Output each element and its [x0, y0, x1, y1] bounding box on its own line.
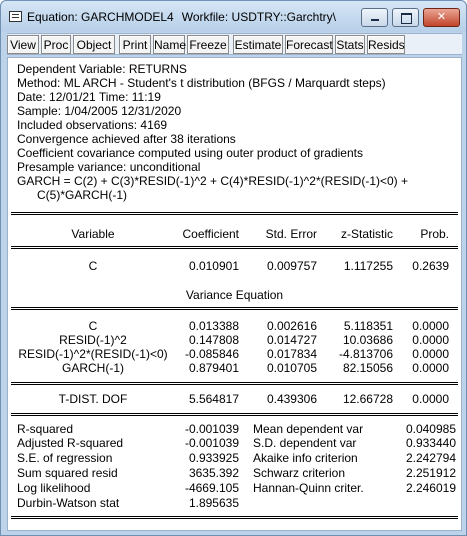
- column-std-error: Std. Error: [265, 227, 317, 241]
- row-prob: 0.0000: [412, 347, 449, 361]
- window-menu-icon[interactable]: [9, 11, 22, 22]
- close-button[interactable]: [423, 8, 460, 27]
- estimate-button[interactable]: Estimate: [233, 35, 283, 54]
- row-std-error: 0.002616: [266, 319, 317, 333]
- row-prob: 0.0000: [412, 392, 449, 406]
- row-coefficient: 0.879401: [188, 361, 239, 375]
- stat-label: S.D. dependent var: [253, 436, 357, 450]
- stat-value: 0.933440: [405, 436, 456, 450]
- stat-value: 2.242794: [405, 451, 456, 465]
- row-variable: GARCH(-1): [62, 361, 124, 375]
- sample-line: Sample: 1/04/2005 12/31/2020: [17, 104, 182, 118]
- stat-label: Durbin-Watson stat: [17, 496, 120, 510]
- workfile-name: Workfile: USDTRY::Garchtry\: [181, 10, 336, 24]
- stat-value: 2.251912: [405, 466, 456, 480]
- column-variable: Variable: [71, 227, 115, 241]
- row-prob: 0.0000: [412, 361, 449, 375]
- convergence-line: Convergence achieved after 38 iterations: [17, 132, 236, 146]
- stat-value: 1.895635: [188, 496, 239, 510]
- proc-button[interactable]: Proc: [41, 35, 71, 54]
- print-button[interactable]: Print: [119, 35, 151, 54]
- row-std-error: 0.010705: [266, 361, 317, 375]
- stat-value: 3635.392: [188, 466, 239, 480]
- row-prob: 0.0000: [412, 319, 449, 333]
- garch-spec-line: GARCH = C(2) + C(3)*RESID(-1)^2 + C(4)*RESID(-1)^2*(RESID(-1)<0) +: [17, 174, 409, 188]
- stat-value: 0.040985: [405, 422, 456, 436]
- row-coefficient: 0.147808: [188, 333, 239, 347]
- dof-top-rule: [11, 382, 458, 385]
- row-z-statistic: 10.03686: [342, 333, 393, 347]
- method-line: Method: ML ARCH - Student's t distribution (BFGS / Marquardt steps): [17, 76, 386, 90]
- table-bottom-rule: [11, 516, 458, 519]
- column-coefficient: Coefficient: [182, 227, 239, 241]
- variance-equation-title: Variance Equation: [185, 288, 284, 302]
- stats-button[interactable]: Stats: [335, 35, 365, 54]
- row-variable: C: [88, 319, 98, 333]
- row-z-statistic: 1.117255: [343, 259, 393, 273]
- row-variable: T-DIST. DOF: [58, 392, 128, 406]
- row-std-error: 0.439306: [266, 392, 317, 406]
- resids-button[interactable]: Resids: [367, 35, 405, 54]
- title-bar[interactable]: [1, 1, 466, 32]
- covariance-line: Coefficient covariance computed using outer product of gradients: [17, 146, 363, 160]
- maximize-button[interactable]: [392, 8, 419, 27]
- row-prob: 0.0000: [412, 333, 449, 347]
- column-prob: Prob.: [420, 227, 449, 241]
- stat-label: Adjusted R-squared: [17, 436, 124, 450]
- window-title: [27, 10, 336, 24]
- garch-spec-continued-line: C(5)*GARCH(-1): [37, 188, 127, 202]
- date-time-line: Date: 12/01/21 Time: 11:19: [17, 90, 161, 104]
- stat-value: 0.933925: [188, 451, 239, 465]
- row-prob: 0.2639: [412, 259, 449, 273]
- row-z-statistic: 5.118351: [343, 319, 393, 333]
- row-coefficient: -0.085846: [184, 347, 239, 361]
- stat-value: -0.001039: [184, 436, 239, 450]
- variance-top-rule: [11, 307, 458, 310]
- stat-label: R-squared: [17, 422, 74, 436]
- stat-value: -4669.105: [184, 481, 239, 495]
- row-variable: RESID(-1)^2: [59, 333, 127, 347]
- table-top-rule: [11, 212, 458, 215]
- row-coefficient: 0.010901: [188, 259, 239, 273]
- output-pane[interactable]: [7, 57, 462, 531]
- header-bottom-rule: [11, 246, 458, 249]
- toolbar: [7, 33, 462, 55]
- row-coefficient: 5.564817: [188, 392, 239, 406]
- row-variable: C: [88, 259, 98, 273]
- freeze-button[interactable]: Freeze: [187, 35, 229, 54]
- equation-name: Equation: GARCHMODEL4: [27, 10, 174, 24]
- stat-value: -0.001039: [184, 422, 239, 436]
- view-button[interactable]: View: [7, 35, 39, 54]
- stat-label: Hannan-Quinn criter.: [253, 481, 364, 495]
- row-z-statistic: 12.66728: [342, 392, 393, 406]
- close-icon: ✕: [436, 11, 447, 23]
- stat-value: 2.246019: [405, 481, 456, 495]
- column-z-statistic: z-Statistic: [340, 227, 393, 241]
- row-variable: RESID(-1)^2*(RESID(-1)<0): [18, 347, 168, 361]
- stats-top-rule: [11, 413, 458, 416]
- presample-line: Presample variance: unconditional: [17, 160, 201, 174]
- stat-label: Log likelihood: [17, 481, 91, 495]
- forecast-button[interactable]: Forecast: [285, 35, 333, 54]
- stat-label: S.E. of regression: [17, 451, 113, 465]
- minimize-button[interactable]: [361, 8, 388, 27]
- row-std-error: 0.014727: [266, 333, 317, 347]
- dependent-variable-line: Dependent Variable: RETURNS: [17, 62, 187, 76]
- stat-label: Mean dependent var: [253, 422, 364, 436]
- row-z-statistic: 82.15056: [342, 361, 393, 375]
- row-coefficient: 0.013388: [188, 319, 239, 333]
- row-std-error: 0.009757: [266, 259, 317, 273]
- observations-line: Included observations: 4169: [17, 118, 168, 132]
- object-button[interactable]: Object: [73, 35, 115, 54]
- stat-label: Akaike info criterion: [253, 451, 358, 465]
- row-z-statistic: -4.813706: [338, 347, 393, 361]
- stat-label: Sum squared resid: [17, 466, 118, 480]
- name-button[interactable]: Name: [153, 35, 185, 54]
- row-std-error: 0.017834: [266, 347, 317, 361]
- stat-label: Schwarz criterion: [253, 466, 346, 480]
